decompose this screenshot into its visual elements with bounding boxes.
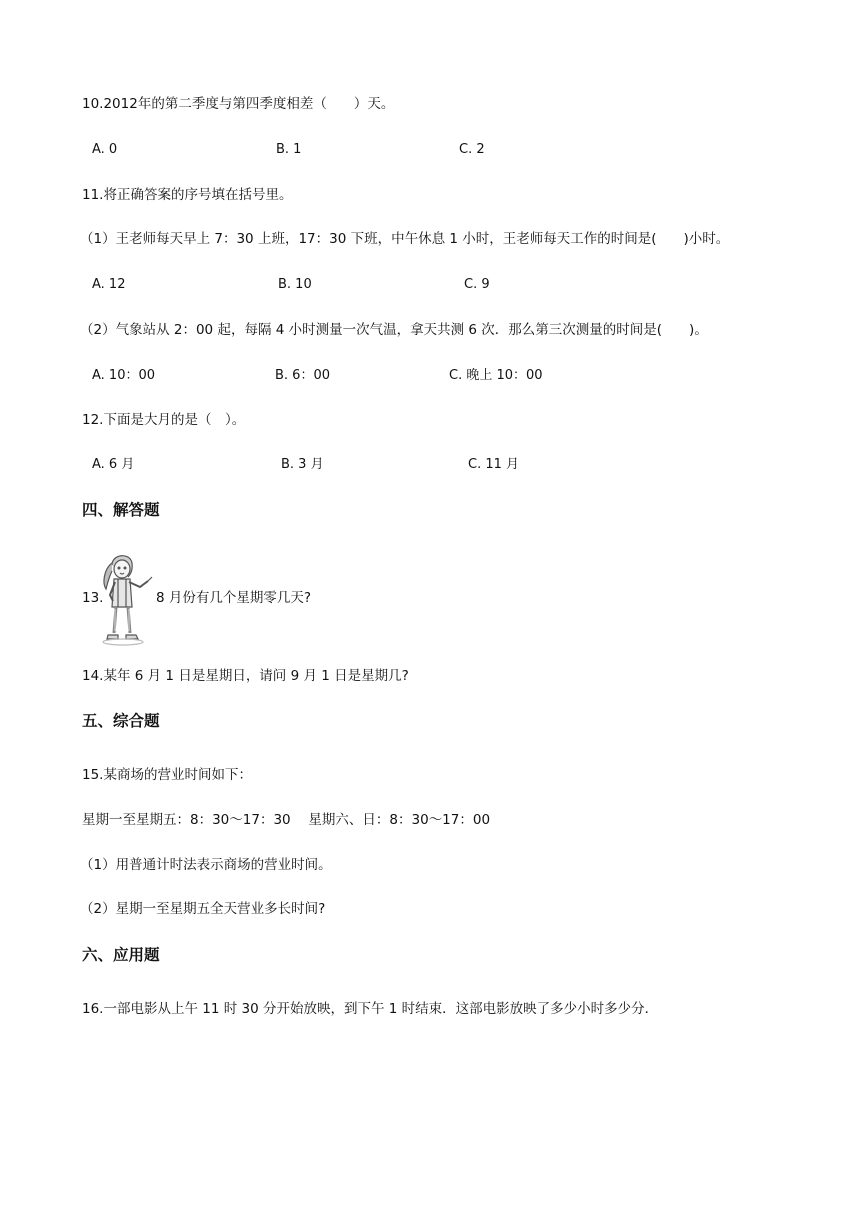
question-10: 10.2012年的第二季度与第四季度相差（ ）天。 <box>82 96 395 112</box>
option-a: A. 12 <box>92 277 126 292</box>
option-b: B. 10 <box>278 277 312 292</box>
option-a: A. 10：00 <box>92 368 156 383</box>
option-c: C. 2 <box>459 142 485 157</box>
question-15: 15.某商场的营业时间如下： <box>82 767 252 783</box>
option-a: A. 0 <box>92 142 118 157</box>
option-b: B. 6：00 <box>275 368 330 383</box>
option-b: B. 1 <box>276 142 302 157</box>
question-13-text: 8 月份有几个星期零几天? <box>156 590 312 606</box>
question-13-number: 13. <box>82 590 104 606</box>
option-c: C. 9 <box>464 277 490 292</box>
question-11-part-1: （1）王老师每天早上 7：30 上班，17：30 下班，中午休息 1 小时，王老师每天工作的时间是( )小时。 <box>80 231 730 247</box>
question-12: 12.下面是大月的是（ ）。 <box>82 412 246 428</box>
option-a: A. 6 月 <box>92 457 135 472</box>
girl-pointing-illustration <box>96 549 156 647</box>
section-heading: 六、应用题 <box>82 946 160 964</box>
question-16: 16.一部电影从上午 11 时 30 分开始放映，到下午 1 时结束．这部电影放映了多少小时多少分． <box>82 1001 659 1017</box>
question-15-part-1: （1）用普通计时法表示商场的营业时间。 <box>80 857 332 873</box>
option-c: C. 11 月 <box>468 457 520 472</box>
section-heading: 四、解答题 <box>82 501 160 519</box>
question-11-part-2: （2）气象站从 2：00 起，每隔 4 小时测量一次气温，拿天共测 6 次．那么第三次测量的时间是( )。 <box>80 322 708 338</box>
question-11: 11.将正确答案的序号填在括号里。 <box>82 187 293 203</box>
option-c: C. 晚上 10：00 <box>449 368 543 383</box>
question-14: 14.某年 6 月 1 日是星期日，请问 9 月 1 日是星期几? <box>82 668 409 684</box>
section-heading: 五、综合题 <box>82 712 160 730</box>
question-15-part-2: （2）星期一至星期五全天营业多长时间? <box>80 901 326 917</box>
business-hours: 星期一至星期五：8：30～17：30 星期六、日：8：30～17：00 <box>82 812 491 828</box>
option-b: B. 3 月 <box>281 457 324 472</box>
